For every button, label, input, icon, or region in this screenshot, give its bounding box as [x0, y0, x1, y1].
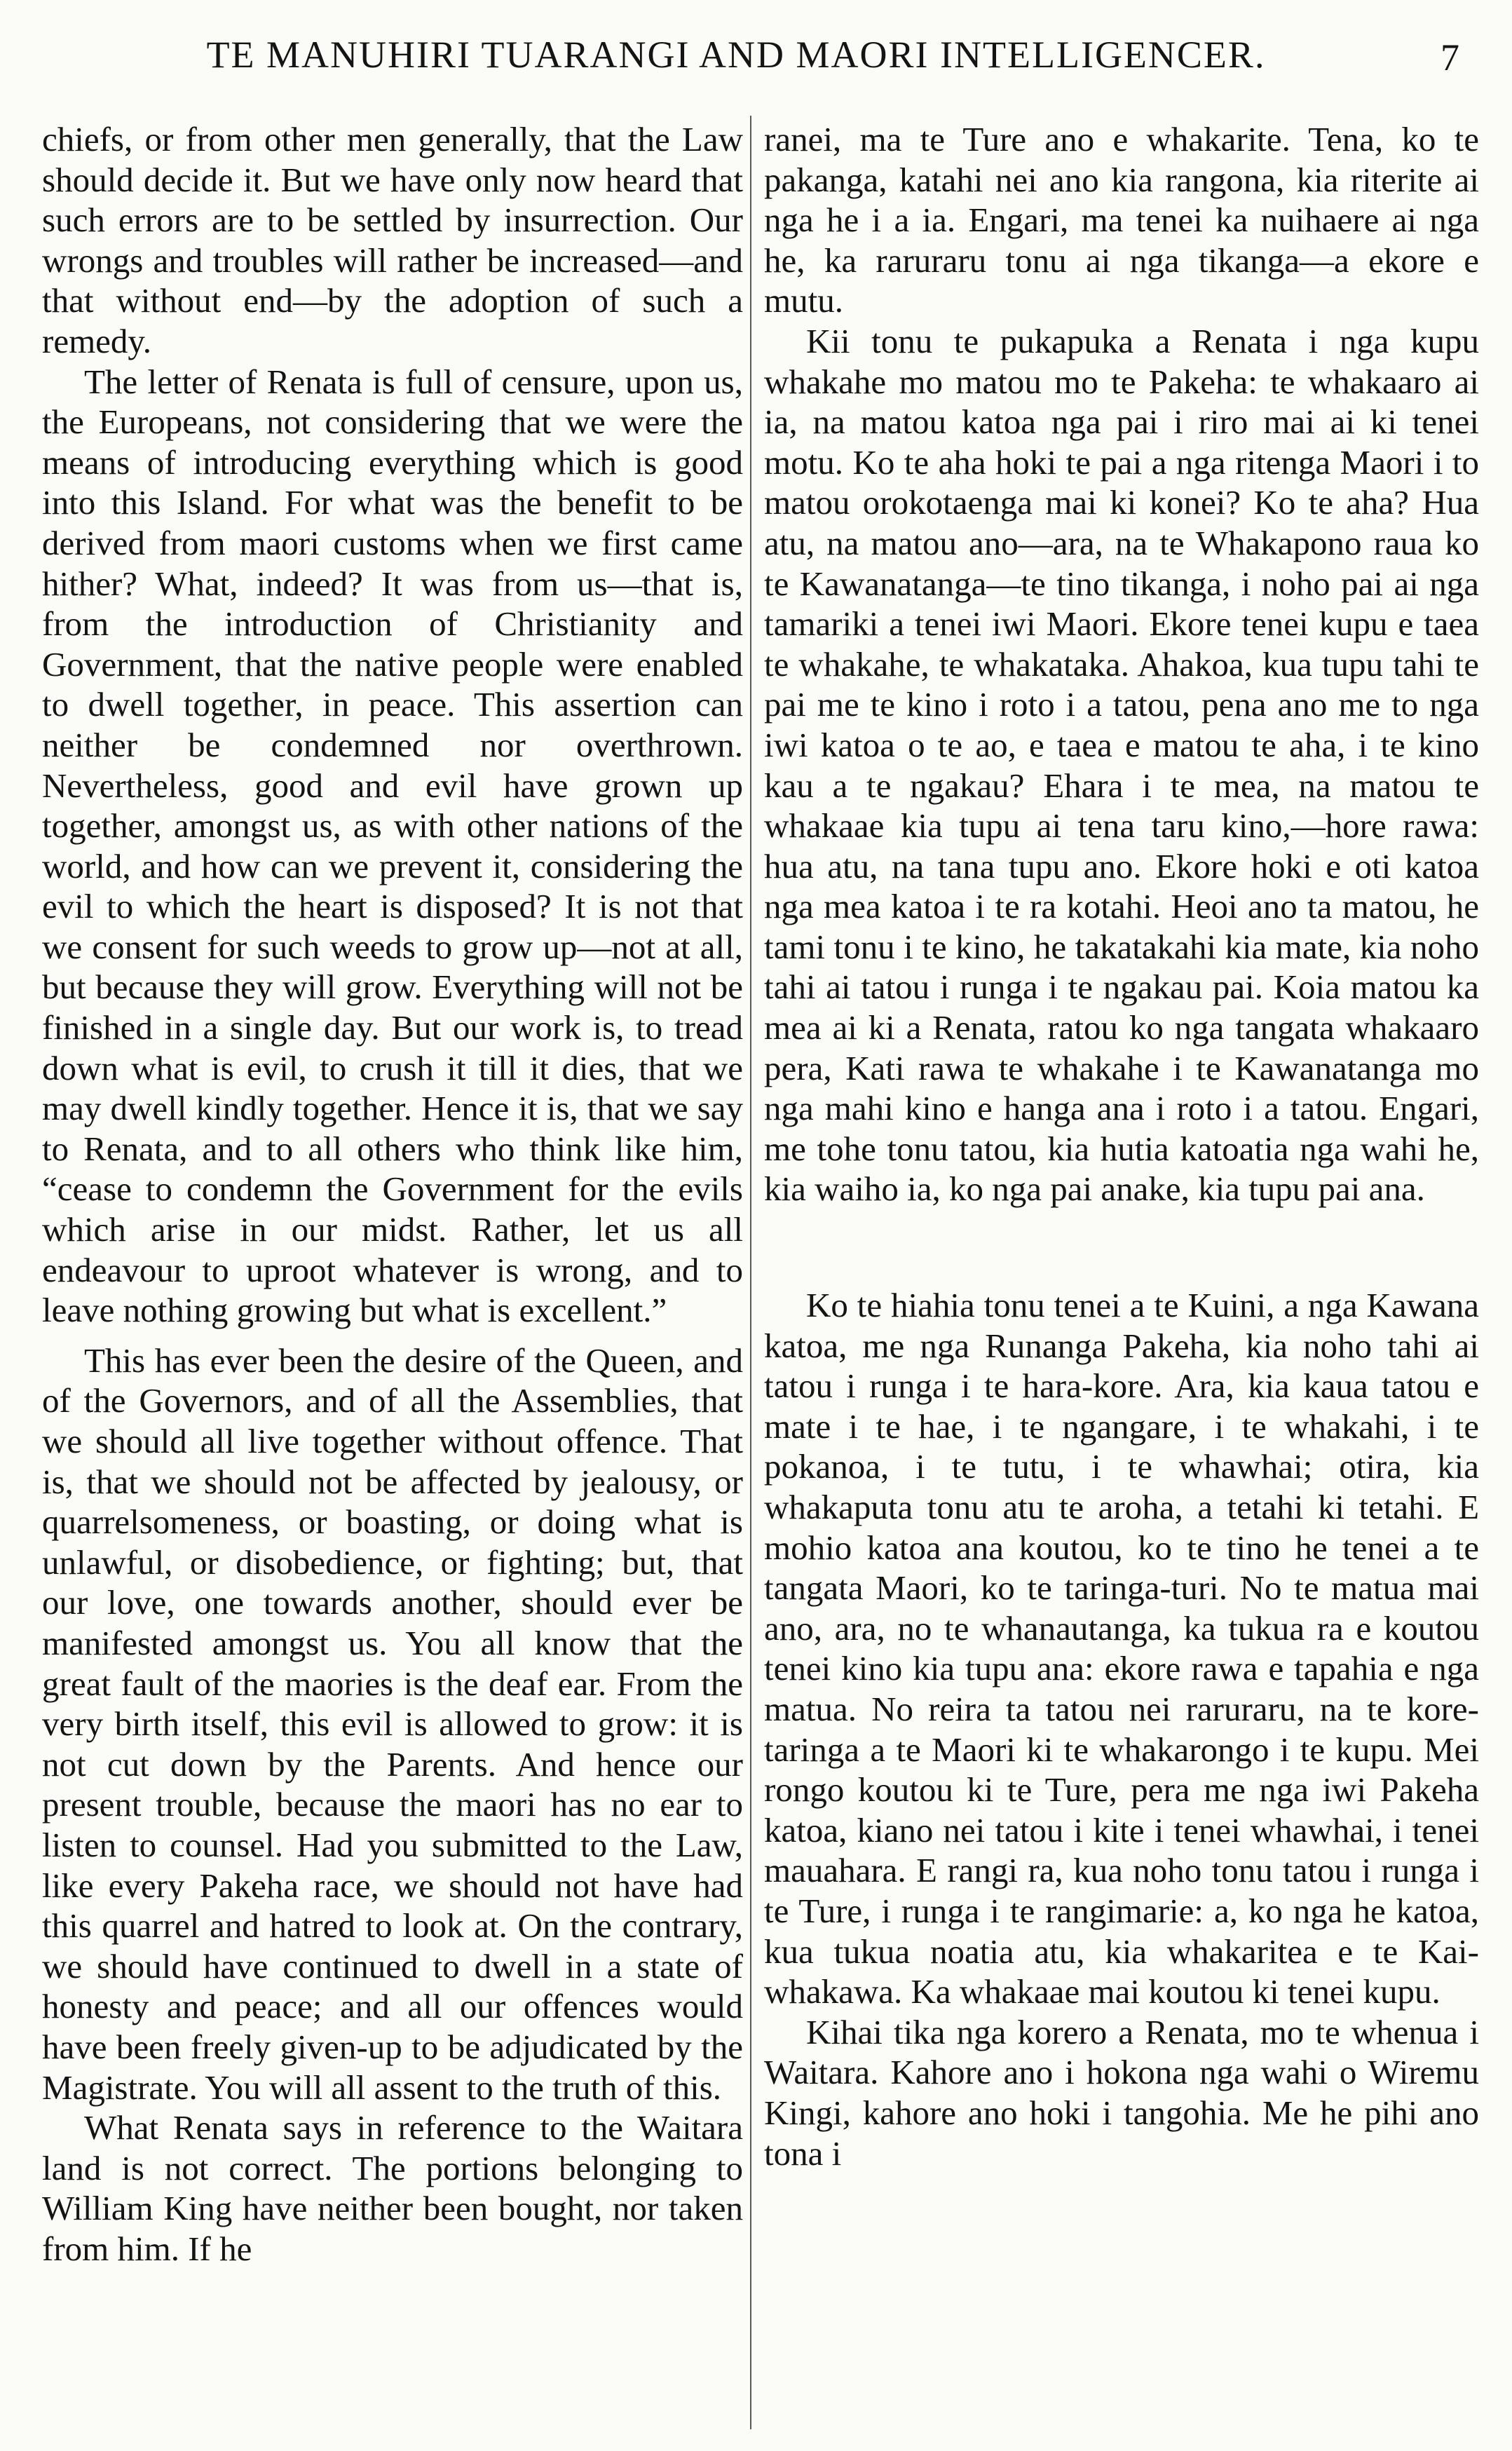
- paragraph-gap: [42, 1331, 743, 1340]
- paragraph-gap: [764, 1209, 1479, 1285]
- english-paragraph-3: This has ever been the desire of the Queen, and of the Governors, and of all the Assemblies, that we should all live together without offence. That is, that we should not be affected by jealousy, or quarrelsomeness, or boasting, or doing what is unlawful, or disobedience, or fighting; but, that our love, one towards another, should ever be manifested amongst us. You all know that the great fault of the maories is the deaf ear. From the very birth itself, this evil is allowed to grow: it is not cut down by the Parents. And hence our present trouble, because the maori has no ear to listen to counsel. Had you submitted to the Law, like every Pakeha race, we should not have had this quarrel and hatred to look at. On the contrary, we should have continued to dwell in a state of honesty and peace; and all our offences would have been freely given-up to be adjudicated by the Magistrate. You will all assent to the truth of this.: [42, 1340, 743, 2107]
- maori-paragraph-2: Kii tonu te pukapuka a Renata i nga kupu whakahe mo matou mo te Pakeha: te whakaaro ai ia, na matou katoa nga pai i riro mai ai ki tenei motu. Ko te aha hoki te pai a nga ritenga Maori i to matou orokotaenga mai ki konei? Ko te aha? Hua atu, na matou ano—ara, na te Whakapono raua ko te Kawanatanga—te tino tikanga, i noho pai ai nga tamariki a tenei iwi Maori. Ekore tenei kupu e taea te whakahe, te whakataka. Ahakoa, kua tupu tahi te pai me te kino i roto i a tatou, pena ano me to nga iwi katoa o te ao, e taea e matou te aha, i te kino kau a te ngakau? Ehara i te mea, na matou te whakaae kia tupu ai tena taru kino,—hore rawa: hua atu, na tana tupu ano. Ekore hoki e oti katoa nga mea katoa i te ra kotahi. Heoi ano ta matou, he tami tonu i te kino, he takatakahi kia mate, kia noho tahi ai tatou i runga i te ngakau pai. Koia matou ka mea ai ki a Renata, ratou ko nga tangata whakaaro pera, Kati rawa te whakahe i te Kawanatanga mo nga mahi kino e hanga ana i roto i a tatou. Engari, me tohe tonu tatou, kia hutia katoatia nga wahi he, kia waiho ia, ko nga pai anake, kia tupu pai ana.: [764, 321, 1479, 1209]
- page-number: 7: [1441, 36, 1459, 79]
- english-column: [42, 119, 743, 2426]
- running-title: TE MANUHIRI TUARANGI AND MAORI INTELLIGENCER.: [206, 34, 1266, 76]
- english-paragraph-2: The letter of Renata is full of censure, upon us, the Europeans, not considering that we were the means of introducing everything which is good into this Island. For what was the benefit to be derived from maori customs when we first came hither? What, indeed? It was from us—that is, from the introduction of Christianity and Government, that the native people were enabled to dwell together, in peace. This assertion can neither be condemned nor overthrown. Nevertheless, good and evil have grown up together, amongst us, as with other nations of the world, and how can we prevent it, considering the evil to which the heart is disposed? It is not that we consent for such weeds to grow up—not at all, but because they will grow. Everything will not be finished in a single day. But our work is, to tread down what is evil, to crush it till it dies, that we may dwell kindly together. Hence it is, that we say to Renata, and to all others who think like him, “cease to condemn the Government for the evils which arise in our midst. Rather, let us all endeavour to uproot whatever is wrong, and to leave nothing growing but what is excellent.”: [42, 362, 743, 1330]
- english-paragraph-1: chiefs, or from other men generally, that the Law should decide it. But we have only now heard that such errors are to be settled by insurrection. Our wrongs and troubles will rather be increased—and that without end—by the adoption of such a remedy.: [42, 120, 743, 360]
- maori-paragraph-3: Ko te hiahia tonu tenei a te Kuini, a nga Kawana katoa, me nga Runanga Pakeha, kia noho tahi ai tatou i runga i te hara-kore. Ara, kia kaua tatou e mate i te hae, i te ngangare, i te whakahi, i te pokanoa, i te tutu, i te whawhai; otira, kia whakaputa tonu atu te aroha, a tetahi ki tetahi. E mohio katoa ana koutou, ko te tino he tenei a te tangata Maori, ko te taringa-turi. No te matua mai ano, ara, no te whanautanga, ka tukua ra e koutou tenei kino kia tupu ana: ekore rawa e tapahia e nga matua. No reira ta tatou nei raruraru, na te kore-taringa a te Maori ki te whakarongo i te kupu. Mei rongo koutou ki te Ture, pera me nga iwi Pakeha katoa, kiano nei tatou i kite i tenei whawhai, i tenei mauahara. E rangi ra, kua noho tonu tatou i runga i te Ture, i runga i te rangimarie: a, ko nga he katoa, kua tukua noatia atu, kia whakaritea e te Kai-whakawa. Ka whakaae mai koutou ki tenei kupu.: [764, 1286, 1479, 2011]
- english-paragraph-4: What Renata says in reference to the Waitara land is not correct. The portions belonging to William King have neither been bought, nor taken from him. If he: [42, 2108, 743, 2268]
- maori-paragraph-4: Kihai tika nga korero a Renata, mo te whenua i Waitara. Kahore ano i hokona nga wahi o Wiremu Kingi, kahore ano hoki i tangohia. Me he pihi ano tona i: [764, 2012, 1479, 2173]
- maori-column: [764, 119, 1479, 2426]
- column-divider: [750, 116, 751, 2429]
- maori-paragraph-1: ranei, ma te Ture ano e whakarite. Tena, ko te pakanga, katahi nei ano kia rangona, kia riterite ai nga he i a ia. Engari, ma tenei ka nuihaere ai nga he, ka raruraru tonu ai nga tikanga—a ekore e mutu.: [764, 120, 1479, 320]
- page-header: [0, 0, 1512, 105]
